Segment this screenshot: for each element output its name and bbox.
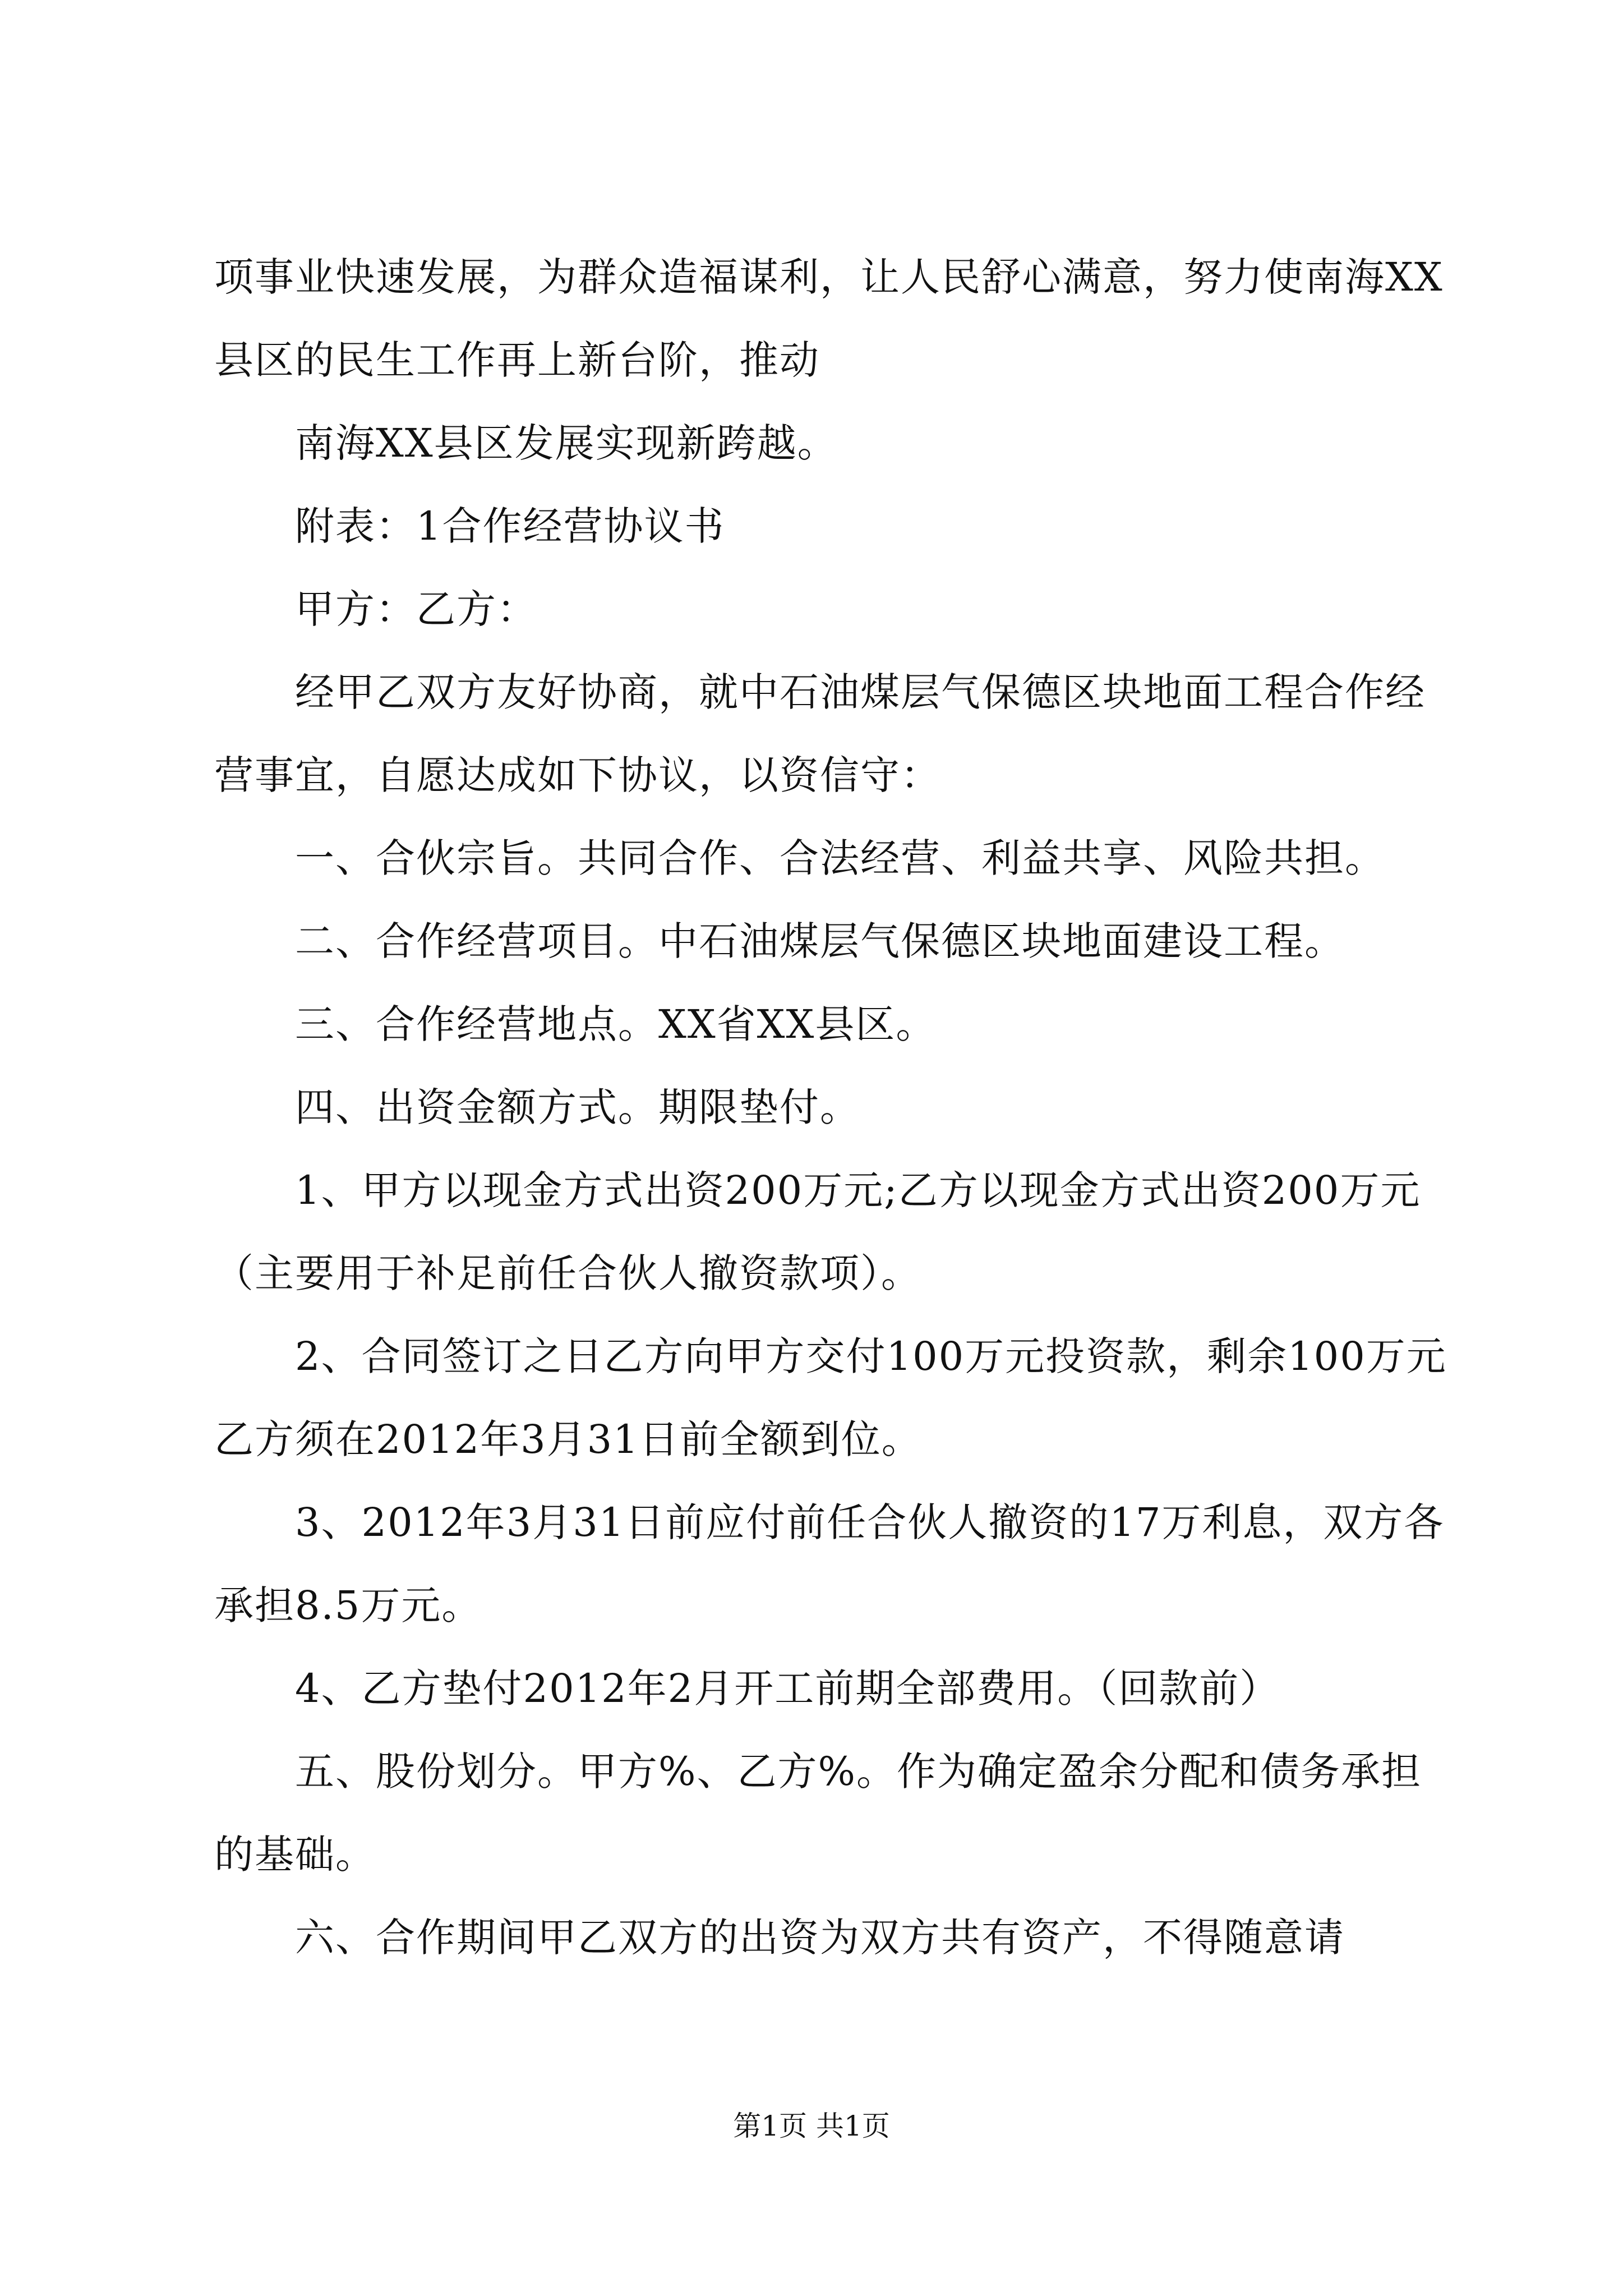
paragraph-13: 4、乙方垫付2012年2月开工前期全部费用。（回款前） (295, 1665, 1280, 1711)
page-footer (0, 2106, 1623, 2146)
page-number: 第1页 共1页 (733, 2110, 890, 2142)
paragraph-12: 3、2012年3月31日前应付前任合伙人撤资的17万利息，双方各承担8.5万元。 (214, 1499, 1445, 1628)
document-body (214, 236, 1448, 1979)
paragraph-1: 项事业快速发展，为群众造福谋利，让人民舒心满意，努力使南海XX县区的民生工作再上新台阶，推动 (214, 254, 1444, 383)
paragraph-14: 五、股份划分。甲方%、乙方%。作为确定盈余分配和债务承担的基础。 (214, 1749, 1422, 1878)
paragraph-6: 一、合伙宗旨。共同合作、合法经营、利益共享、风险共担。 (295, 835, 1385, 881)
paragraph-11: 2、合同签订之日乙方向甲方交付100万元投资款，剩余100万元乙方须在2012年3月31日前全额到位。 (214, 1333, 1447, 1462)
paragraph-8: 三、合作经营地点。XX省XX县区。 (295, 1001, 937, 1047)
paragraph-7: 二、合作经营项目。中石油煤层气保德区块地面建设工程。 (295, 918, 1345, 964)
paragraph-15: 六、合作期间甲乙双方的出资为双方共有资产，不得随意请 (295, 1915, 1345, 1961)
paragraph-2: 南海XX县区发展实现新跨越。 (295, 420, 838, 466)
paragraph-5: 经甲乙双方友好协商，就中石油煤层气保德区块地面工程合作经营事宜，自愿达成如下协议，以资信守： (214, 669, 1426, 798)
paragraph-4: 甲方：乙方： (295, 586, 537, 632)
paragraph-9: 四、出资金额方式。期限垫付。 (295, 1084, 860, 1130)
paragraph-10: 1、甲方以现金方式出资200万元;乙方以现金方式出资200万元（主要用于补足前任合伙人撤资款项）。 (214, 1167, 1421, 1296)
paragraph-3: 附表：1合作经营协议书 (295, 503, 725, 549)
